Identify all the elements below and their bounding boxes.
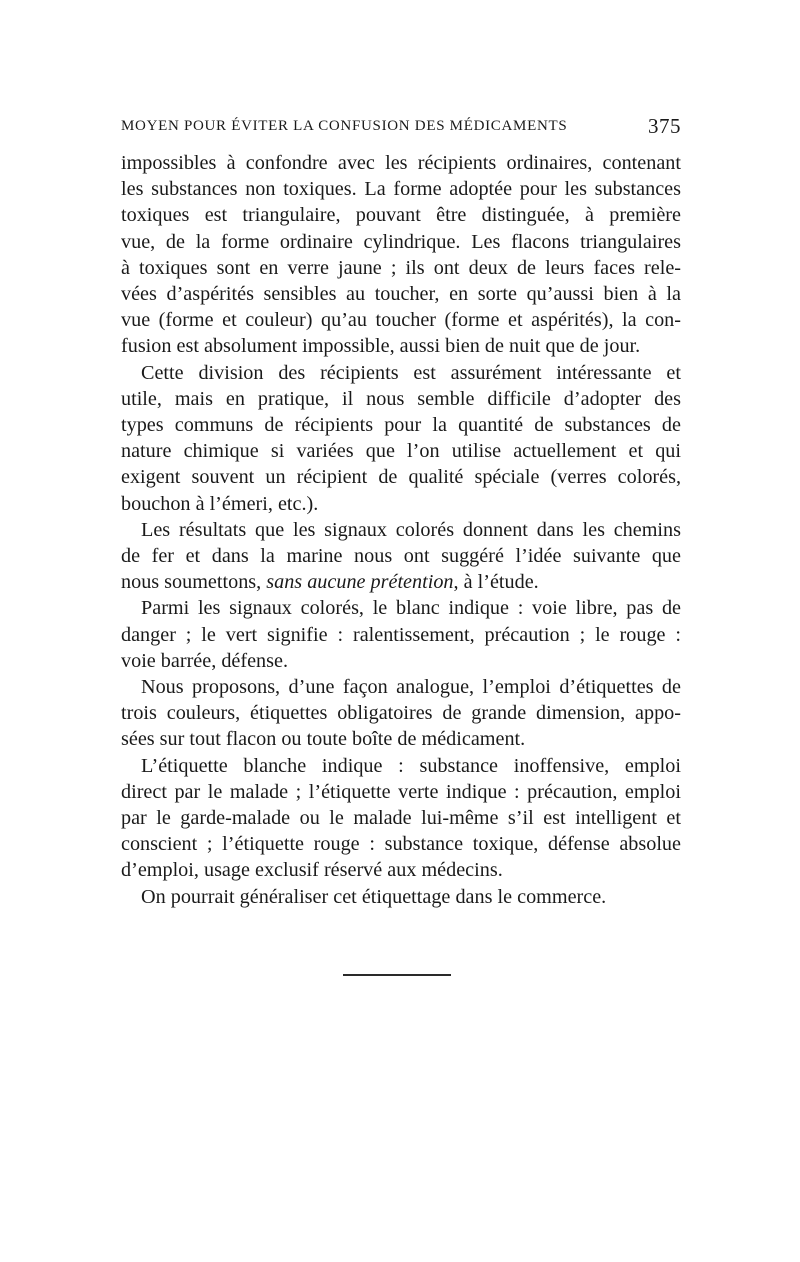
paragraph-3 (121, 517, 681, 596)
text-line: utile, mais en pratique, il nous semble difficile d’adopter des (121, 387, 681, 410)
text-line: vue, de la forme ordinaire cylindrique. Les flacons triangulaires (121, 230, 681, 253)
text-line: vées d’aspérités sensibles au toucher, en sorte qu’aussi bien à la (121, 283, 681, 306)
text-line: bouchon à l’émeri, etc.). (121, 492, 319, 515)
text-line: conscient ; l’étiquette rouge : substance toxique, défense absolue (121, 833, 681, 856)
text-line: nature chimique si variées que l’on utilise actuellement et qui (121, 440, 681, 463)
text-line: Parmi les signaux colorés, le blanc indique : voie libre, pas de (141, 597, 681, 620)
text-line: exigent souvent un récipient de qualité spéciale (verres colorés, (121, 466, 681, 489)
text-segment: , à l’étude. (453, 571, 539, 594)
text-line: d’emploi, usage exclusif réservé aux médecins. (121, 859, 503, 882)
text-line: Cette division des récipients est assurément intéressante et (141, 361, 681, 384)
text-line: Nous proposons, d’une façon analogue, l’emploi d’étiquettes de (141, 676, 681, 699)
text-line: toxiques est triangulaire, pouvant être distinguée, à première (121, 204, 681, 227)
paragraph-2 (121, 360, 681, 517)
text-line: impossibles à confondre avec les récipients ordinaires, contenant (121, 152, 681, 174)
text-line: L’étiquette blanche indique : substance inoffensive, emploi (141, 754, 681, 777)
text-line: sées sur tout flacon ou toute boîte de médicament. (121, 728, 526, 751)
text-line: de fer et dans la marine nous ont suggéré l’idée suivante que (121, 545, 681, 568)
text-line: à toxiques sont en verre jaune ; ils ont deux de leurs faces rele- (121, 256, 681, 279)
text-line-with-italic (121, 569, 681, 595)
italic-phrase: sans aucune prétention (266, 571, 454, 594)
text-line: fusion est absolument impossible, aussi bien de nuit que de jour. (121, 335, 641, 358)
paragraph-7 (121, 884, 681, 910)
text-line: On pourrait généraliser cet étiquettage dans le commerce. (141, 885, 607, 908)
paragraph-5 (121, 674, 681, 753)
text-line: par le garde-malade ou le malade lui-même s’il est intelligent et (121, 807, 681, 830)
text-line: trois couleurs, étiquettes obligatoires de grande dimension, appo- (121, 702, 681, 725)
text-line: vue (forme et couleur) qu’au toucher (forme et aspérités), la con- (121, 309, 681, 332)
paragraph-1 (121, 150, 681, 360)
running-header (121, 116, 681, 142)
end-rule (343, 974, 451, 976)
paragraph-6 (121, 753, 681, 884)
text-segment: nous soumettons, (121, 571, 267, 594)
body-text (121, 150, 681, 910)
running-title: MOYEN POUR ÉVITER LA CONFUSION DES MÉDICAMENTS (121, 118, 568, 134)
text-line: types communs de récipients pour la quantité de substances de (121, 414, 681, 437)
text-line: les substances non toxiques. La forme adoptée pour les substances (121, 178, 681, 201)
paragraph-4 (121, 595, 681, 674)
page-number: 375 (648, 114, 681, 138)
text-line: Les résultats que les signaux colorés donnent dans les chemins (141, 518, 681, 541)
text-line: voie barrée, défense. (121, 649, 289, 672)
text-line: danger ; le vert signifie : ralentissement, précaution ; le rouge : (121, 623, 681, 646)
text-line: direct par le malade ; l’étiquette verte indique : précaution, emploi (121, 780, 681, 803)
